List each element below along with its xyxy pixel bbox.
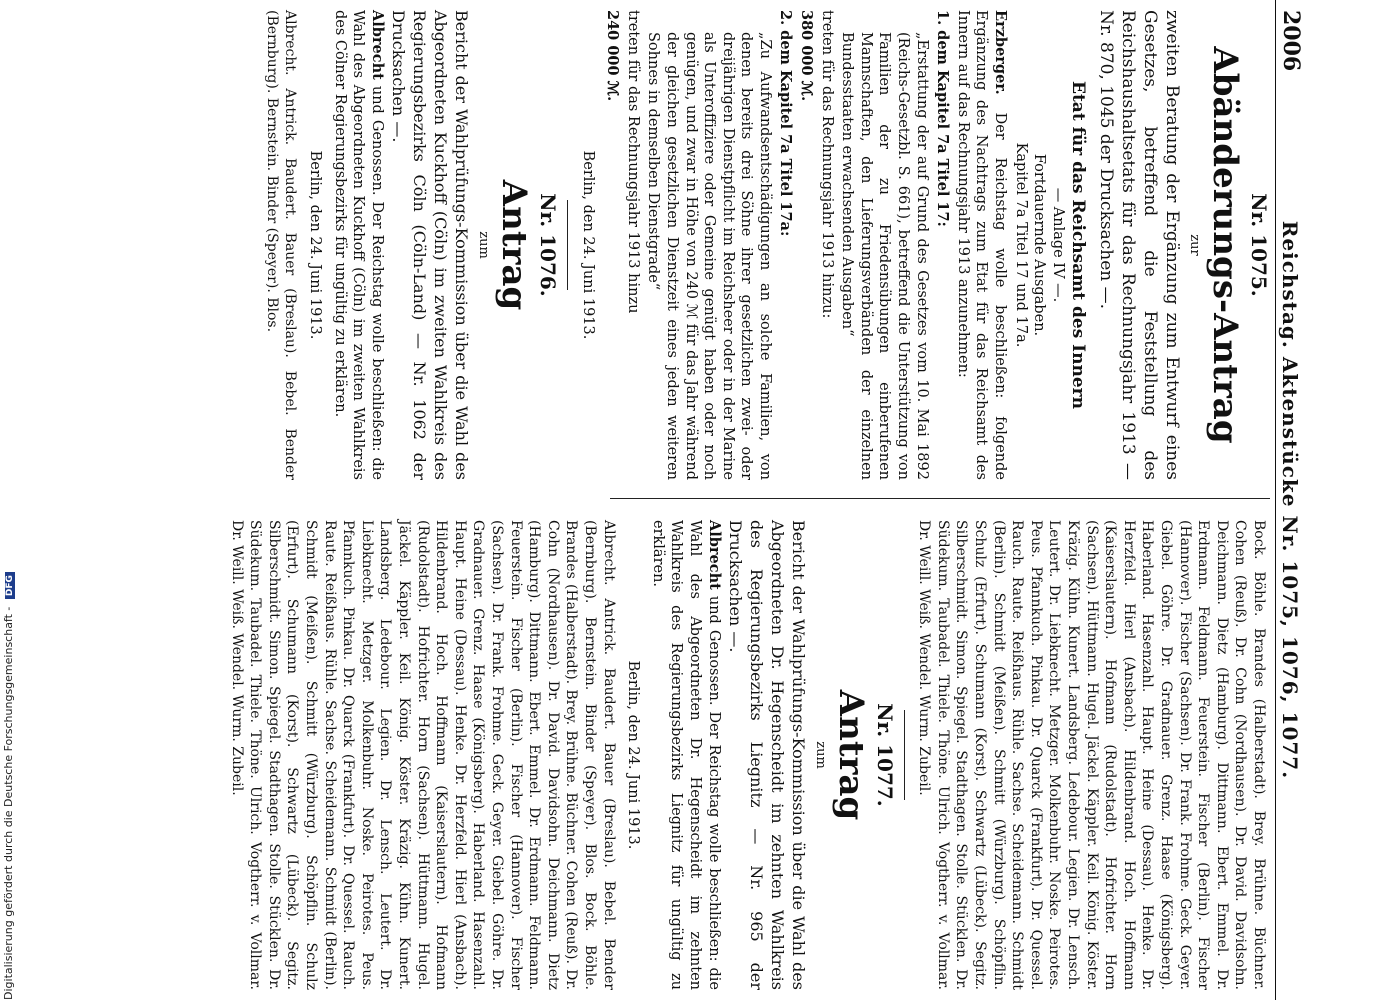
date-1075: Berlin, den 24. Juni 1913. [579,150,596,340]
item-2-heading: 2. dem Kapitel 7a Titel 17a: [777,10,795,237]
item-2-amount: 240 000 ℳ. [604,10,622,102]
funding-credit [2,0,16,1000]
motion-1077 [648,520,722,990]
heading-abaenderungs-antrag: Abänderungs-Antrag [1205,46,1246,444]
document-number-1075: Nr. 1075. [1247,193,1271,297]
fortdauernde-label: Fortdauernde Ausgaben. [1031,153,1048,337]
left-column [262,10,1271,481]
item-1-text: „Erstattung der auf Grund des Gesetzes vom 10. Mai 1892 (Reichs-Gesetzbl. S. 661), betreffend die Unterstützung von Familien der zu Friedensübungen einberufenen Mannschaften, den Lieferungsverbänden der einzelnen Bundesstaaten erwachsenden Ausgaben“ [839,32,930,480]
kapitel-label: Kapitel 7a Titel 17 und 17a. [1012,142,1029,348]
rotated-document-sheet [70,0,1310,1000]
dfg-logo: DFG [5,572,15,599]
motion-text-1077: und Genossen. Der Reichstag wolle beschließen: die Wahl des Abgeordneten Dr. Hegenscheidt im zehnten Wahlkreis des Regierungsbezirks Liegnitz für ungültig zu erklären. [649,520,722,991]
document-number-1077: Nr. 1077. [872,703,897,807]
signers-1076-continued: Bock. Böhle. Brandes (Halberstadt). Brey. Brühne. Büchner. Cohen (Reuß). Dr. Cohn (Nordhausen). Dr. David. Davidsohn. Deichmann. Dietz (Hamburg). Dittmann. Ebert. Emmel. Dr. Erdmann. Feldmann. Feuerstein. Fischer (Berlin). Fischer (Hannover). Fischer (Sachsen). Dr. Frank. Frohme. Geck. Geyer. Giebel. Göhre. Dr. Gradnauer. Grenz. Haase (Königsberg). Haberland. Hasenzahl. Haupt. Heine (Dessau). Henke. Dr. Herzfeld. Hierl (Ansbach). Hildenbrand. Hoch. Hoffmann (Kaiserslautern). Hofmann (Rudolstadt). Hofrichter. Horn (Sachsen). Hüttmann. Hugel. Jäckel. Käppler. Keil. König. Köster. Kräzig. Kühn. Kunert. Landsberg. Ledebour. Legien. Dr. Lensch. Leutert. Dr. Liebknecht. Metzger. Molkenbuhr. Noske. Peirotes. Peus. Pfannkuch. Pinkau. Dr. Quarck (Frankfurt). Dr. Quessel. Rauch. Raute. Reißhaus. Rühle. Sachse. Scheidemann. Schmidt (Berlin). Schmidt (Meißen). Schmitt (Würzburg). Schöpflin. Schulz (Erfurt). Schumann (Korst). Schwartz (Lübeck). Segitz. Silberschmidt. Simon. Spiegel. Stadthagen. Stolle. Stücklen. Dr. Südekum. Taubadel. Thiele. Thöne. Ulrich. Vogtherr. v. Vollmar. Dr. Weill. Weiß. Wendel. Wurm. Zubeil. [916,520,1267,990]
column-divider [610,498,1270,499]
signers-1076: Albrecht. Antrick. Baudert. Bauer (Breslau). Bebel. Bender (Bernburg). Bernstein. Binder (Speyer). Blos. [263,10,299,480]
mover-name-1076: Albrecht [368,10,386,80]
item-1-tail: treten für das Rechnungsjahr 1913 hinzu: [818,10,835,319]
mover-name: Erzberger. [992,10,1010,95]
motion-1076 [330,10,386,480]
motion-text-1076: und Genossen. Der Reichstag wolle beschließen: die Wahl des Abgeordneten Kuckhoff (Cöln) im zweiten Wahlkreis des Cölner Regierungsbezirks für ungültig zu erklären. [331,10,385,481]
report-1076: Bericht der Wahlprüfungs-Kommission über die Wahl des Abgeordneten Kuckhoff (Cöln) im zweiten Wahlkreis des Regierungsbezirks Cöln (Cöln-Land) — Nr. 1062 der Drucksachen —. [388,10,471,480]
document-number-1076: Nr. 1076. [535,193,560,297]
item-2-tail: treten für das Rechnungsjahr 1913 hinzu [624,10,641,314]
etat-title: Etat für das Reichsamt des Innern [1067,81,1088,409]
zur-label: zur [1187,234,1203,256]
page-number: 2006 [1278,10,1304,72]
section-rule [567,200,568,290]
page-header-title: Reichstag. Aktenstücke Nr. 1075, 1076, 1077. [1278,220,1302,780]
report-1077: Bericht der Wahlprüfungs-Kommission über die Wahl des Abgeordneten Dr. Hegenscheidt im zehnten Wahlkreis des Regierungsbezirks Liegnitz — Nr. 965 der Drucksachen —. [725,520,808,990]
mover-name-1077: Albrecht [705,520,723,590]
credit-text: Digitalisierung gefördert durch die Deutsche Forschungsgemeinschaft - [2,606,15,1000]
signers-1077: Albrecht. Antrick. Baudert. Bauer (Breslau). Bebel. Bender (Bernburg). Bernstein. Binder (Speyer). Blos. Bock. Böhle. Brandes (Halberstadt). Brey. Brühne. Büchner. Cohen (Reuß). Dr. Cohn (Nordhausen). Dr. David. Davidsohn. Deichmann. Dietz (Hamburg). Dittmann. Ebert. Emmel. Dr. Erdmann. Feldmann. Feuerstein. Fischer (Berlin). Fischer (Hannover). Fischer (Sachsen). Dr. Frank. Frohme. Geck. Geyer. Giebel. Göhre. Dr. Gradnauer. Grenz. Haase (Königsberg). Haberland. Hasenzahl. Haupt. Heine (Dessau). Henke. Dr. Herzfeld. Hierl (Ansbach). Hildenbrand. Hoch. Hoffmann (Kaiserslautern). Hofmann (Rudolstadt). Hofrichter. Horn (Sachsen). Hüttmann. Hugel. Jäckel. Käppler. Keil. König. Köster. Kräzig. Kühn. Kunert. Landsberg. Ledebour. Legien. Dr. Lensch. Leutert. Dr. Liebknecht. Metzger. Molkenbuhr. Noske. Peirotes. Peus. Pfannkuch. Pinkau. Dr. Quarck (Frankfurt). Dr. Quessel. Rauch. Raute. Reißhaus. Rühle. Sachse. Scheidemann. Schmidt (Berlin). Schmidt (Meißen). Schmitt (Würzburg). Schöpflin. Schulz (Erfurt). Schumann (Korst). Schwartz (Lübeck). Segitz. Silberschmidt. Simon. Spiegel. Stadthagen. Stolle. Stücklen. Dr. Südekum. Taubadel. Thiele. Thöne. Ulrich. Vogtherr. v. Vollmar. Dr. Weill. Weiß. Wendel. Wurm. Zubeil. [228,520,617,990]
section-rule-2 [904,710,905,800]
item-1-amount: 380 000 ℳ. [798,10,816,102]
motion-text: Der Reichstag wolle beschließen: folgende Ergänzung des Nachtrags zum Etat für das Reichsamt des Innern auf das Rechnungsjahr 1913 anzunehmen: [954,10,1009,480]
date-1077: Berlin, den 24. Juni 1913. [625,660,642,850]
anlage-label: — Anlage IV —. [1049,187,1066,303]
heading-antrag-1077: Antrag [831,689,872,821]
zum-label-1077: zum [813,741,829,769]
heading-antrag-1076: Antrag [494,179,535,311]
date-1076: Berlin, den 24. Juni 1913. [307,150,323,340]
zum-label-1076: zum [476,231,492,259]
right-column [227,520,1268,990]
item-1-heading: 1. dem Kapitel 7a Titel 17: [934,10,952,227]
item-2-text: „Zu Aufwandsentschädigungen an solche Familien, von denen bereits drei Söhne ihrer gesetzlichen zwei- oder dreijährigen Dienstpflicht im Reichsheer oder in der Marine als Unteroffiziere oder Gemeine genügt haben oder noch genügen, und zwar in Höhe von 240 ℳ für das Jahr während der gleichen gesetzlichen Dienstzeit eines jeden weiteren Sohnes in demselben Dienstgrade“ [645,32,773,480]
page-header [1275,0,1310,1000]
intro-1075: zweiten Beratung der Ergänzung zum Entwurf eines Gesetzes, betreffend die Feststellung des Reichshaushaltsetats für das Rechnungsjahr 1913 — Nr. 870, 1045 der Drucksachen —. [1095,10,1182,480]
motion-1075 [953,10,1009,480]
